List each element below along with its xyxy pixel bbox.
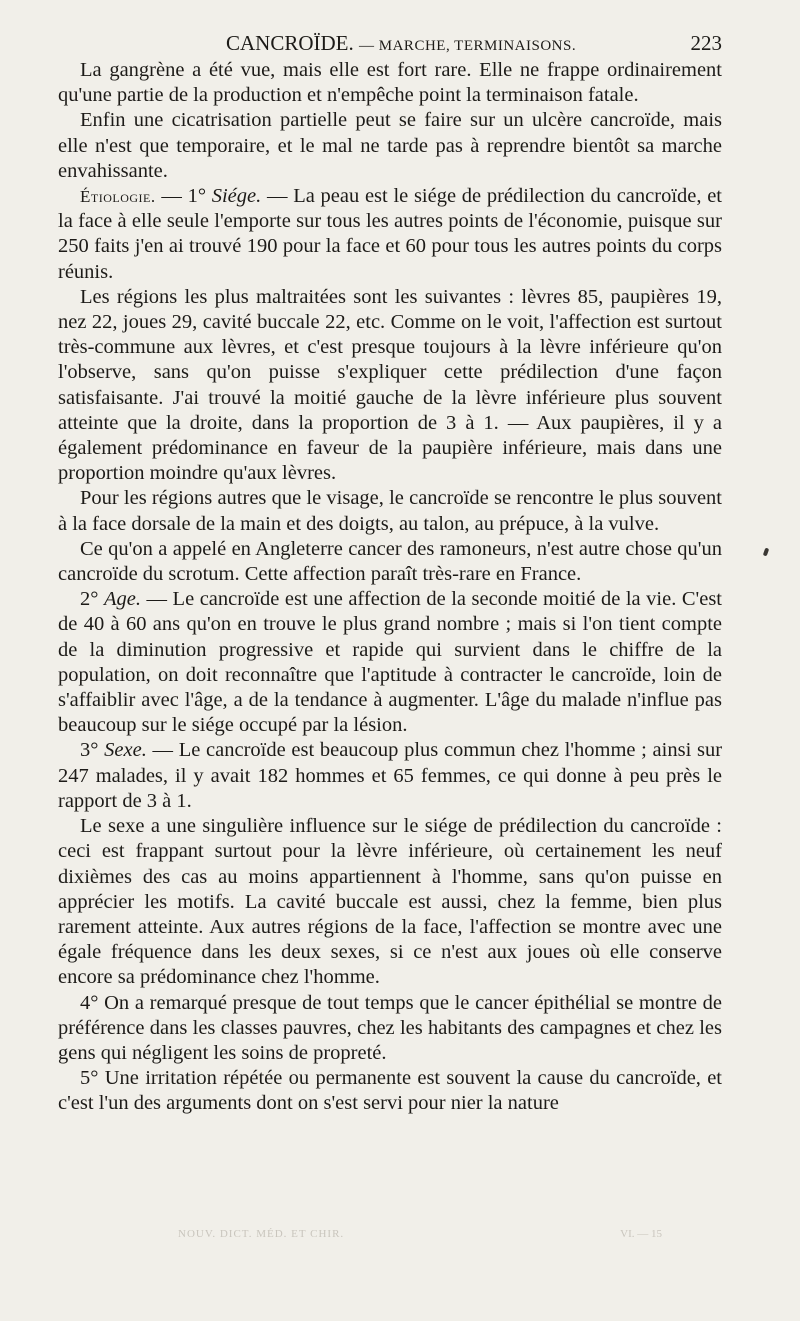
- header-subtitle: — MARCHE, TERMINAISONS.: [359, 38, 577, 54]
- paragraph-gangrene: La gangrène a été vue, mais elle est fort rare. Elle ne frappe ordinairement qu'une partie de la production et n'empêche point la terminaison fatale.: [58, 59, 722, 107]
- page-body: [58, 58, 722, 1117]
- page-number: 223: [690, 31, 722, 55]
- footer-signature: NOUV. DICT. MÉD. ET CHIR.: [178, 1228, 345, 1240]
- paragraph-age: 2° Age. — Le cancroïde est une affection de la seconde moitié de la vie. C'est de 40 à 60 ans qu'on en trouve le plus grand nombre ; mais si l'on tient compte de la diminution progressive et rapide qui survient dans le chiffre de la population, on doit reconnaître que l'aptitude à contracter le cancroïde, loin de s'affaiblir avec l'âge, a de la tendance à augmenter. L'âge du malade n'influe pas beaucoup sur le siége occupé par la lésion.: [58, 588, 723, 737]
- paragraph-autres-regions: Pour les régions autres que le visage, le cancroïde se rencontre le plus souvent à la face dorsale de la main et des doigts, au talon, au prépuce, à la vulve.: [58, 487, 722, 535]
- paragraph-irritation: 5° Une irritation répétée ou permanente est souvent la cause du cancroïde, et c'est l'un des arguments dont on s'est servi pour nier la nature: [58, 1067, 723, 1115]
- paragraph-sexe-influence: Le sexe a une singulière influence sur le siége de prédilection du cancroïde : ceci est frappant surtout pour la lèvre inférieure, où certainement les neuf dixièmes des cas au moins appartiennent à l'homme, sans qu'on puisse en apprécier les motifs. La cavité buccale est aussi, chez la femme, bien plus rarement atteinte. Aux autres régions de la face, l'affection se montre avec une égale fréquence dans les deux sexes, si ce n'est aux joues où elle conserve encore sa prédominance chez l'homme.: [58, 815, 722, 989]
- header-title: CANCROÏDE. — MARCHE, TERMINAISONS.: [226, 31, 577, 55]
- subheading-sexe: Sexe.: [104, 739, 147, 762]
- subheading-siege: Siége.: [211, 185, 262, 208]
- heading-etiologie: Étiologie.: [80, 187, 156, 207]
- book-page: [58, 28, 722, 1117]
- paragraph-regions: Les régions les plus maltraitées sont les suivantes : lèvres 85, paupières 19, nez 22, joues 29, cavité buccale 22, etc. Comme on le voit, l'affection est surtout très-commune aux lèvres, et c'est presque toujours à la lèvre inférieure qu'on l'observe, sans qu'on puisse s'expliquer cette prédilection d'une façon satisfaisante. J'ai trouvé la moitié gauche de la lèvre inférieure plus souvent atteinte que la droite, dans la proportion de 3 à 1. — Aux paupières, il y a également prédominance en faveur de la paupière inférieure, mais dans une proportion moindre qu'aux lèvres.: [58, 285, 722, 485]
- paragraph-cicatrisation: Enfin une cicatrisation partielle peut se faire sur un ulcère cancroïde, mais elle n'est que temporaire, et le mal ne tarde pas à reprendre bientôt sa marche envahissante.: [58, 109, 722, 182]
- paragraph-sexe: 3° Sexe. — Le cancroïde est beaucoup plus commun chez l'homme ; ainsi sur 247 malades, il y avait 182 hommes et 65 femmes, ce qui donne à peu près le rapport de 3 à 1.: [58, 739, 723, 812]
- margin-ink-mark: [763, 548, 769, 557]
- paragraph-etiologie-siege: Étiologie. — 1° Siége. — La peau est le siége de prédilection du cancroïde, et la face à elle seule l'emporte sur tous les autres points de l'économie, puisque sur 250 faits j'en ai trouvé 190 pour la face et 60 pour tous les autres points du corps réunis.: [58, 185, 722, 283]
- running-header: [58, 28, 722, 58]
- subheading-age: Age.: [103, 588, 141, 611]
- page-footer: [58, 1228, 722, 1248]
- footer-sheet-number: VI. — 15: [620, 1228, 662, 1240]
- paragraph-ramoneurs: Ce qu'on a appelé en Angleterre cancer des ramoneurs, n'est autre chose qu'un cancroïde du scrotum. Cette affection paraît très-rare en France.: [58, 537, 722, 586]
- paragraph-classes-pauvres: 4° On a remarqué presque de tout temps que le cancer épithélial se montre de préférence dans les classes pauvres, chez les habitants des campagnes et chez les gens qui négligent les soins de propreté.: [58, 991, 722, 1064]
